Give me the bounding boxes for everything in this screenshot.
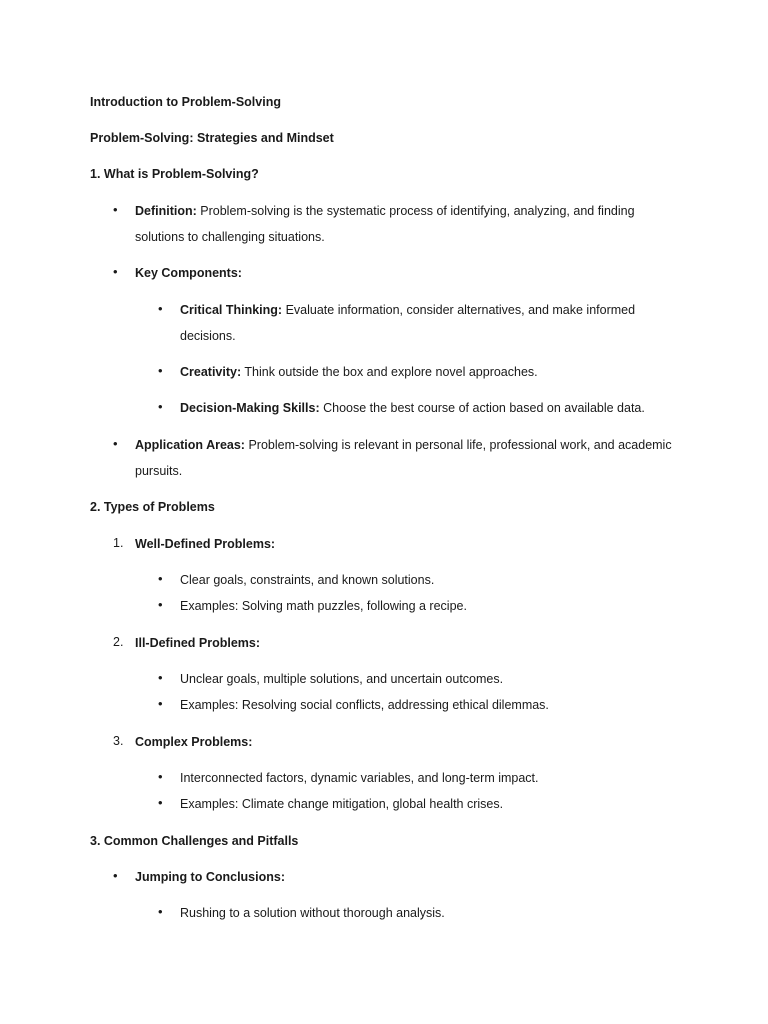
complex-label: Complex Problems: (135, 735, 253, 749)
decision-making-text: Choose the best course of action based on available data. (323, 401, 645, 415)
critical-thinking-text-2: decisions. (180, 329, 236, 343)
bullet-icon: • (158, 363, 163, 378)
application-text-2: pursuits. (135, 464, 183, 478)
list-item: Clear goals, constraints, and known solutions. (180, 573, 435, 587)
list-item: Examples: Solving math puzzles, following a recipe. (180, 599, 467, 613)
section-2-heading: 2. Types of Problems (90, 500, 215, 514)
list-item: Examples: Resolving social conflicts, addressing ethical dilemmas. (180, 698, 549, 712)
doc-subtitle: Problem-Solving: Strategies and Mindset (90, 131, 334, 145)
list-item: Interconnected factors, dynamic variables, and long-term impact. (180, 771, 539, 785)
critical-thinking-line-1 (180, 302, 635, 318)
application-text-1: Problem-solving is relevant in personal life, professional work, and academic (248, 438, 672, 452)
list-item: Examples: Climate change mitigation, global health crises. (180, 797, 504, 811)
creativity-line (180, 364, 538, 380)
decision-making-line (180, 400, 645, 416)
critical-thinking-text-1: Evaluate information, consider alternatives, and make informed (285, 303, 636, 317)
application-label: Application Areas: (135, 438, 245, 452)
definition-text-1: Problem-solving is the systematic process of identifying, analyzing, and finding (200, 204, 635, 218)
well-defined-label: Well-Defined Problems: (135, 537, 276, 551)
bullet-icon: • (158, 769, 163, 784)
decision-making-label: Decision-Making Skills: (180, 401, 320, 415)
list-item: Rushing to a solution without thorough analysis. (180, 906, 445, 920)
application-line-1 (135, 437, 672, 453)
critical-thinking-label: Critical Thinking: (180, 303, 283, 317)
bullet-icon: • (158, 795, 163, 810)
bullet-icon: • (158, 399, 163, 414)
creativity-label: Creativity: (180, 365, 242, 379)
definition-label: Definition: (135, 204, 197, 218)
list-number: 2. (113, 635, 124, 649)
section-3-heading: 3. Common Challenges and Pitfalls (90, 834, 299, 848)
bullet-icon: • (158, 597, 163, 612)
section-1-heading: 1. What is Problem-Solving? (90, 167, 259, 181)
jumping-label: Jumping to Conclusions: (135, 870, 285, 884)
bullet-icon: • (158, 571, 163, 586)
bullet-icon: • (113, 202, 118, 217)
bullet-icon: • (113, 868, 118, 883)
creativity-text: Think outside the box and explore novel approaches. (244, 365, 538, 379)
list-number: 1. (113, 536, 124, 550)
list-number: 3. (113, 734, 124, 748)
bullet-icon: • (158, 301, 163, 316)
bullet-icon: • (158, 696, 163, 711)
bullet-icon: • (158, 904, 163, 919)
list-item: Unclear goals, multiple solutions, and uncertain outcomes. (180, 672, 504, 686)
definition-text-2: solutions to challenging situations. (135, 230, 325, 244)
bullet-icon: • (113, 264, 118, 279)
definition-line-1 (135, 203, 635, 219)
bullet-icon: • (113, 436, 118, 451)
ill-defined-label: Ill-Defined Problems: (135, 636, 261, 650)
bullet-icon: • (158, 670, 163, 685)
doc-title: Introduction to Problem-Solving (90, 95, 281, 109)
key-components-label: Key Components: (135, 266, 242, 280)
